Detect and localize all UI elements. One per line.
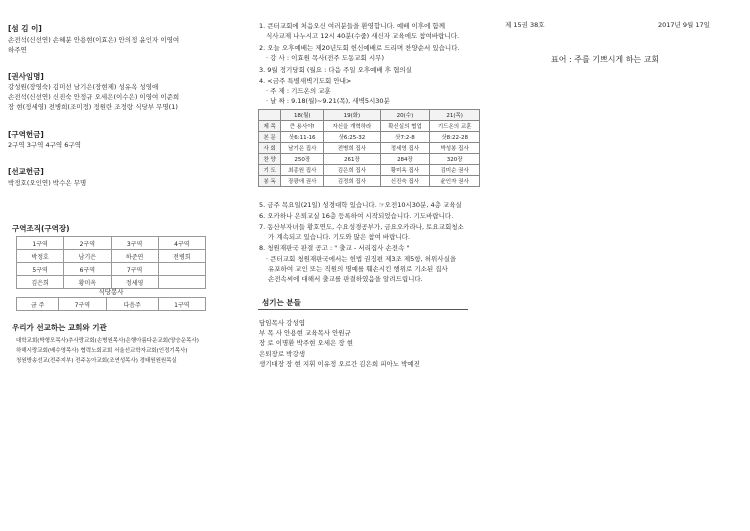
schedule-cell: 제 목 <box>259 121 281 132</box>
schedule-row <box>259 132 480 143</box>
groups-cell: 5구역 <box>17 263 64 276</box>
groups-cell: 4구역 <box>158 237 205 250</box>
schedule-row <box>259 165 480 176</box>
schedule-cell: 삿8:22-28 <box>430 132 480 143</box>
meal-row <box>17 298 206 311</box>
schedule-cell: 250장 <box>281 154 324 165</box>
s2-line2: 손전석(신선연) 신진숙 안정규 오세은(이수은) 이영여 이준희 <box>8 93 180 101</box>
groups-table <box>16 236 206 289</box>
issue-number: 제 15권 38호 <box>505 21 545 29</box>
notice-4b: · 날 짜 : 9.18(월)~9.21(목), 새벽5시30분 <box>266 97 390 105</box>
notice-8a: · 큰터교회 청원재판국에서는 헌법 권징편 제3조 제5항, 허위사실을 <box>266 255 457 263</box>
meal-cell: 다음주 <box>106 298 158 311</box>
schedule-cell: 박성봉 집사 <box>430 143 480 154</box>
schedule-cell: 본 문 <box>259 132 281 143</box>
groups-row <box>17 237 206 250</box>
groups-cell: 정세영 <box>111 276 158 289</box>
notice-1a: 1. 큰터교회에 처음오신 여러분들을 환영합니다. 예배 이후에 함께 <box>259 22 445 30</box>
schedule-cell: 삿7:2-8 <box>380 132 430 143</box>
s2-heading: [권사임명] <box>8 72 44 81</box>
schedule-cell: 김은희 집사 <box>324 165 380 176</box>
groups-title: 구역조직(구역장) <box>12 224 70 233</box>
groups-cell: 박정호 <box>17 250 64 263</box>
schedule-cell: 남기은 집사 <box>281 143 324 154</box>
mission-line1: 대학교회(박형모목사)추사랑교회(손병원목사)은행아름다운교회(양승운목사) <box>16 338 199 344</box>
schedule-cell: 320장 <box>430 154 480 165</box>
schedule-cell: 장광애 권사 <box>281 176 324 187</box>
schedule-cell: 기 도 <box>259 165 281 176</box>
s1-line1: 손전석(신선연) 손혜분 안용현(이효은) 안의정 윤인자 이영여 <box>8 36 180 44</box>
groups-cell: 전병희 <box>158 250 205 263</box>
servers-divider <box>258 309 468 310</box>
schedule-cell: 18(월) <box>281 110 324 121</box>
groups-cell: 1구역 <box>17 237 64 250</box>
schedule-cell: 확신실의 협업 <box>380 121 430 132</box>
schedule-cell: 찬 양 <box>259 154 281 165</box>
s2-line3: 장 현(정세영) 전병희(조미정) 정원란 조정랑 식당부 무명(1) <box>8 103 178 111</box>
meal-table <box>16 297 206 311</box>
notice-7a: 7. 동산부자녀들 황호연도, 수요성경공부가, 금요오카라나, 토요교회청소 <box>259 223 464 231</box>
schedule-cell: 284장 <box>380 154 430 165</box>
groups-cell: 황미옥 <box>64 276 111 289</box>
schedule-cell: 20(수) <box>380 110 430 121</box>
schedule-row <box>259 110 480 121</box>
issue-date: 2017년 9월 17일 <box>658 21 710 29</box>
schedule-row <box>259 176 480 187</box>
s2-line1: 강성원(장영숙) 김미선 남기은(장현제) 성유옥 성영애 <box>8 83 159 91</box>
groups-cell: 2구역 <box>64 237 111 250</box>
schedule-cell <box>259 110 281 121</box>
schedule-cell: 신진숙 집사 <box>380 176 430 187</box>
schedule-cell: 김미순 권사 <box>430 165 480 176</box>
schedule-cell: 윤인자 권사 <box>430 176 480 187</box>
notice-8: 8. 청원재판국 판결 공고 : " 출교 - 서리집사 손전속 " <box>259 244 410 252</box>
groups-row <box>17 263 206 276</box>
s1-heading: [섬 김 이] <box>8 24 42 33</box>
notice-7b: 가 계속되고 있습니다. 기도와 많은 참여 바랍니다. <box>268 233 411 241</box>
schedule-cell: 정세영 집사 <box>380 143 430 154</box>
groups-row <box>17 250 206 263</box>
notice-6: 6. 오카하나 은퇴교실 16층 등록하여 시작되었습니다. 기도바랍니다. <box>259 212 454 220</box>
groups-cell <box>158 263 205 276</box>
meal-cell: 1구역 <box>158 298 205 311</box>
notice-2b: · 강 사 : 이효원 목사(전주 도동교회 시무) <box>266 54 384 62</box>
notice-1b: 식사교제 나누시고 12시 40분(수줍) 새신자 교육에도 참여바랍니다. <box>266 32 460 40</box>
schedule-cell: 최종원 집사 <box>281 165 324 176</box>
s4-line1: 박정호(오인연) 박수은 무명 <box>8 179 87 187</box>
groups-cell: 7구역 <box>111 263 158 276</box>
schedule-row <box>259 143 480 154</box>
meal-cell: 7구역 <box>59 298 106 311</box>
motto: 표어 : 주를 기쁘시게 하는 교회 <box>551 55 660 64</box>
schedule-cell: 21(목) <box>430 110 480 121</box>
mission-title: 우리가 선교하는 교회와 기관 <box>12 323 107 332</box>
servers-line4: 은퇴장로 박강생 <box>259 350 306 358</box>
schedule-cell: 19(화) <box>324 110 380 121</box>
servers-line5: 생기대장 장 현 지휘 이유정 오르간 김은희 피아노 박예진 <box>259 360 420 368</box>
s4-heading: [선교헌금] <box>8 167 44 176</box>
mission-line2: 하해시랑교회(배수영목사) 협력노회교회 서울선교학자교회(인정기목사) <box>16 348 188 354</box>
schedule-cell: 봉 독 <box>259 176 281 187</box>
groups-cell: 김은희 <box>17 276 64 289</box>
meal-cell: 금 주 <box>17 298 59 311</box>
schedule-cell: 전병희 집사 <box>324 143 380 154</box>
s1-line2: 하주연 <box>8 46 27 54</box>
servers-line3: 장 로 이명환 박주현 오세은 장 현 <box>259 339 354 347</box>
notice-4a: · 주 제 : 기드온의 교훈 <box>266 87 331 95</box>
schedule-cell: 큰 용사야! <box>281 121 324 132</box>
s3-heading: [구역헌금] <box>8 130 44 139</box>
notice-2a: 2. 오늘 오후예배는 제20년도회 헌신예배로 드리며 찬양순서 있습니다. <box>259 44 460 52</box>
notice-8c: 손전속씨에 대해서 출교를 판결하였음을 알려드립니다. <box>268 275 423 283</box>
schedule-cell: 자신을 개혁하라 <box>324 121 380 132</box>
groups-cell: 3구역 <box>111 237 158 250</box>
schedule-cell: 삿6:11-16 <box>281 132 324 143</box>
servers-line1: 담임목사 강성엽 <box>259 319 306 327</box>
meal-title: 식당봉사 <box>98 288 124 296</box>
schedule-cell: 삿6:25-32 <box>324 132 380 143</box>
schedule-cell: 김정희 집사 <box>324 176 380 187</box>
schedule-cell: 황미옥 집사 <box>380 165 430 176</box>
notice-4: 4. <금주 특별새벽기도회 안내> <box>259 77 352 85</box>
schedule-cell: 261장 <box>324 154 380 165</box>
mission-line3: 청원방송선교(전주지부) 전주농아교회(조연성목사) 경태원원원목실 <box>16 358 177 364</box>
schedule-cell: 기드온의 교훈 <box>430 121 480 132</box>
notice-8b: 유포하여 교인 또는 직원의 명예를 훼손시킨 행위로 기소된 집사 <box>268 265 448 273</box>
groups-cell: 6구역 <box>64 263 111 276</box>
servers-title: 섬기는 분들 <box>262 298 301 307</box>
groups-cell: 남기은 <box>64 250 111 263</box>
schedule-table <box>258 109 480 187</box>
notice-3: 3. 9월 정기당회 (월요 : 다음 주일 오후예배 후 협의실 <box>259 66 412 74</box>
notice-5: 5. 금주 목요일(21일) 성경대학 있습니다. ☞오전10시30분, 4층 교육실 <box>259 201 462 209</box>
schedule-cell: 사 회 <box>259 143 281 154</box>
schedule-row <box>259 121 480 132</box>
s3-line1: 2구역 3구역 4구역 6구역 <box>8 141 81 149</box>
groups-cell: 하준연 <box>111 250 158 263</box>
schedule-row <box>259 154 480 165</box>
servers-line2: 부 목 사 안용현 교육목사 안원규 <box>259 329 351 337</box>
